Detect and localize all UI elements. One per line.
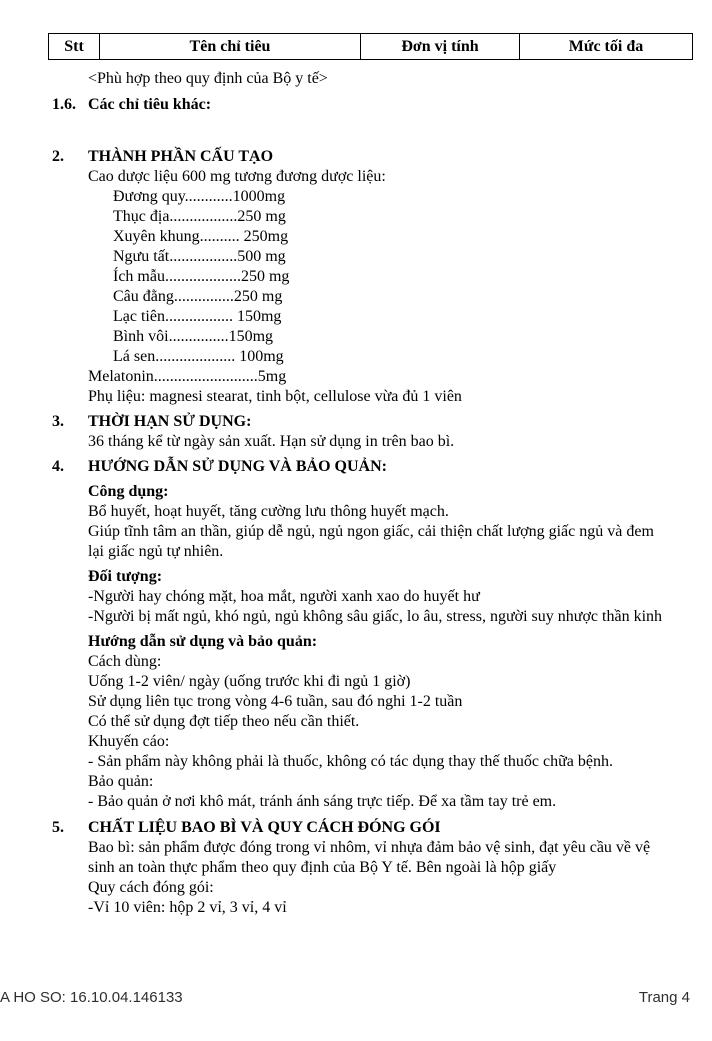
quy-cach-line: -Vỉ 10 viên: hộp 2 vỉ, 3 vỉ, 4 vỉ (88, 899, 287, 916)
cach-dung-label: Cách dùng: (88, 653, 162, 670)
ingredient-line: Thục địa.................250 mg (113, 208, 286, 225)
document-page (0, 33, 712, 1041)
section-2-number: 2. (52, 148, 64, 165)
section-5-title: CHẤT LIỆU BAO BÌ VÀ QUY CÁCH ĐÓNG GÓI (88, 819, 441, 836)
section-5-number: 5. (52, 819, 64, 836)
criteria-table (48, 33, 693, 60)
section-1-6-title: Các chỉ tiêu khác: (88, 96, 212, 113)
bao-quan-label: Bảo quản: (88, 773, 154, 790)
cach-dung-line: Sử dụng liên tục trong vòng 4-6 tuần, sau đó nghi 1-2 tuần (88, 693, 463, 710)
huong-dan-label: Hướng dẫn sử dụng và bảo quản: (88, 633, 318, 650)
section-2-heading (0, 147, 712, 167)
section-4-title: HƯỚNG DẪN SỬ DỤNG VÀ BẢO QUẢN: (88, 458, 387, 475)
ingredient-line: Câu đằng...............250 mg (113, 288, 283, 305)
section-4-heading (0, 457, 712, 477)
ingredient-line: Ngưu tất.................500 mg (113, 248, 286, 265)
doi-tuong-line: -Người hay chóng mặt, hoa mắt, người xanh xao do huyết hư (88, 588, 480, 605)
section-4-number: 4. (52, 458, 64, 475)
table-header-ten-chi-tieu: Tên chỉ tiêu (100, 34, 361, 60)
table-header-stt: Stt (49, 34, 100, 60)
composition-intro: Cao dược liệu 600 mg tương đương dược liệu: (88, 168, 386, 185)
page-number: Trang 4 (638, 989, 690, 1006)
section-1-6-heading (0, 95, 712, 115)
ingredient-line: Xuyên khung.......... 250mg (113, 228, 289, 245)
ingredient-line: Đương quy............1000mg (113, 188, 286, 205)
doi-tuong-line: -Người bị mất ngủ, khó ngủ, ngủ không sâu giấc, lo âu, stress, người suy nhược thần kinh (88, 608, 663, 625)
ingredient-line: Lá sen.................... 100mg (113, 348, 284, 365)
cong-dung-line: Giúp tĩnh tâm an thần, giúp dễ ngủ, ngủ ngon giấc, cải thiện chất lượng giấc ngủ và đem lại giấc ngủ tự nhiên. (88, 523, 654, 560)
regulation-note: <Phù hợp theo quy định của Bộ y tế> (88, 70, 328, 87)
section-3-heading (0, 412, 712, 432)
cong-dung-label: Công dụng: (88, 483, 169, 500)
bao-quan-line: - Bảo quản ở nơi khô mát, tránh ánh sáng trực tiếp. Để xa tầm tay trẻ em. (88, 793, 557, 810)
khuyen-cao-label: Khuyến cáo: (88, 733, 170, 750)
excipients-line: Phụ liệu: magnesi stearat, tinh bột, cellulose vừa đủ 1 viên (88, 388, 462, 405)
criteria-table-header-row (49, 34, 693, 60)
ingredient-line: Lạc tiên................. 150mg (113, 308, 282, 325)
ingredient-line: Ích mẫu...................250 mg (113, 268, 290, 285)
doi-tuong-label: Đối tượng: (88, 568, 163, 585)
shelf-life-text: 36 tháng kể từ ngày sản xuất. Hạn sử dụng in trên bao bì. (88, 433, 455, 450)
dossier-code: A HO SO: 16.10.04.146133 (0, 989, 183, 1006)
section-3-title: THỜI HẠN SỬ DỤNG: (88, 413, 252, 430)
khuyen-cao-line: - Sản phẩm này không phải là thuốc, không có tác dụng thay thế thuốc chữa bệnh. (88, 753, 613, 770)
section-2-title: THÀNH PHẦN CẤU TẠO (88, 148, 274, 165)
cach-dung-line: Có thể sử dụng đợt tiếp theo nếu cần thiết. (88, 713, 360, 730)
quy-cach-label: Quy cách đóng gói: (88, 879, 214, 896)
ingredient-line: Bình vôi...............150mg (113, 328, 274, 345)
table-header-muc-toi-da: Mức tối đa (520, 34, 693, 60)
cong-dung-line: Bổ huyết, hoạt huyết, tăng cường lưu thông huyết mạch. (88, 503, 449, 520)
table-header-don-vi-tinh: Đơn vị tính (361, 34, 520, 60)
melatonin-line: Melatonin..........................5mg (88, 368, 287, 385)
section-3-number: 3. (52, 413, 64, 430)
section-1-6-number: 1.6. (52, 96, 76, 113)
cach-dung-line: Uống 1-2 viên/ ngày (uống trước khi đi ngủ 1 giờ) (88, 673, 411, 690)
section-5-heading (0, 818, 712, 838)
packaging-text: Bao bì: sản phẩm được đóng trong vỉ nhôm, vỉ nhựa đảm bảo vệ sinh, đạt yêu cầu về vệ sinh an toàn thực phẩm theo quy định của Bộ Y tế. Bên ngoài là hộp giấy (88, 839, 651, 876)
